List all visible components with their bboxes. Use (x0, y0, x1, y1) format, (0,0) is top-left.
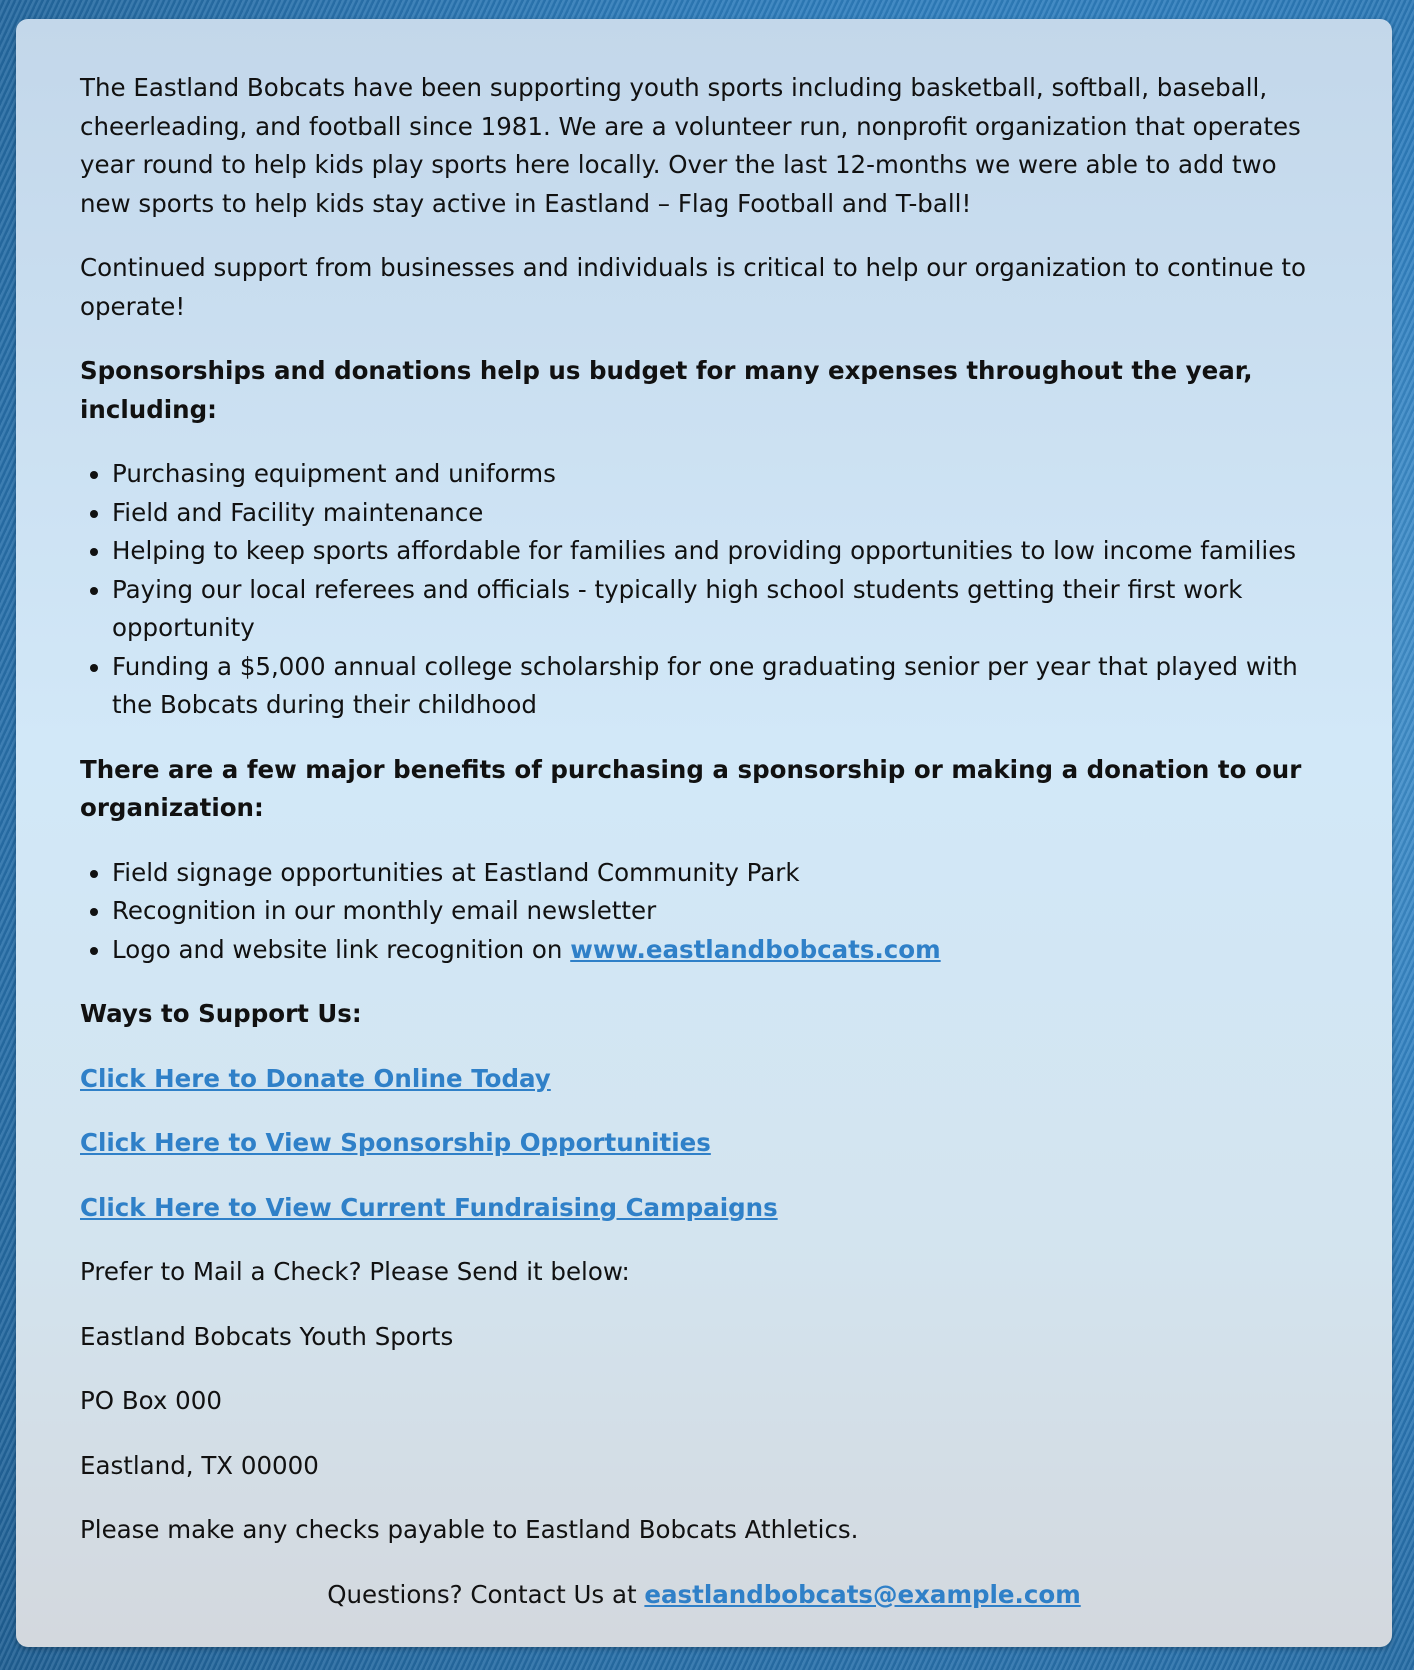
intro-paragraph: The Eastland Bobcats have been supporting youth sports including basketball, softball, baseball, cheerleading, and football since 1981. We are a volunteer run, nonprofit organization that operates year round to help kids play sports here locally. Over the last 12-months we were able to add two new sports to help kids stay active in Eastland – Flag Football and T-ball! (80, 73, 1301, 218)
contact-email-link[interactable]: eastlandbobcats@example.com (644, 1579, 1081, 1609)
list-item: • Paying our local referees and officials - typically high school students getting their first work opportunity (112, 571, 1328, 648)
mail-city: Eastland, TX 00000 (80, 1450, 319, 1480)
fundraising-campaigns-link[interactable]: Click Here to View Current Fundraising Campaigns (80, 1192, 778, 1222)
website-link[interactable]: www.eastlandbobcats.com (570, 934, 941, 964)
contact-prefix: Questions? Contact Us at (327, 1579, 645, 1609)
sponsorship-paragraph (80, 1124, 1328, 1163)
fundraising-paragraph (80, 1189, 1328, 1228)
benefits-list (80, 854, 1328, 970)
website-prefix: Logo and website link recognition on (112, 934, 571, 964)
contact-line (80, 1576, 1328, 1615)
payable-note: Please make any checks payable to Eastland Bobcats Athletics. (80, 1515, 859, 1544)
list-item: • Field and Facility maintenance (112, 494, 1328, 533)
mail-prompt: Prefer to Mail a Check? Please Send it below: (80, 1257, 630, 1286)
support-heading: Ways to Support Us: (80, 999, 362, 1028)
mail-name: Eastland Bobcats Youth Sports (80, 1321, 454, 1351)
support-paragraph: Continued support from businesses and individuals is critical to help our organization to continue to operate! (80, 253, 1307, 321)
expenses-heading: Sponsorships and donations help us budget for many expenses throughout the year, including: (80, 356, 1253, 424)
donate-paragraph (80, 1060, 1328, 1099)
sponsorship-opportunities-link[interactable]: Click Here to View Sponsorship Opportunities (80, 1128, 711, 1157)
list-item: • Helping to keep sports affordable for families and providing opportunities to low income families (112, 532, 1328, 571)
donate-online-link[interactable]: Click Here to Donate Online Today (80, 1063, 551, 1093)
list-item: • Recognition in our monthly email newsletter (112, 892, 1328, 931)
list-item: • Field signage opportunities at Eastland Community Park (112, 854, 1328, 893)
content-card (16, 19, 1392, 1647)
list-item-website (112, 931, 1328, 970)
mail-po-box: PO Box 000 (80, 1386, 222, 1415)
list-item: • Purchasing equipment and uniforms (112, 455, 1328, 494)
benefits-heading: There are a few major benefits of purchasing a sponsorship or making a donation to our organization: (80, 754, 1302, 822)
list-item: • Funding a $5,000 annual college scholarship for one graduating senior per year that played with the Bobcats during their childhood (112, 648, 1328, 725)
expenses-list (80, 455, 1328, 725)
